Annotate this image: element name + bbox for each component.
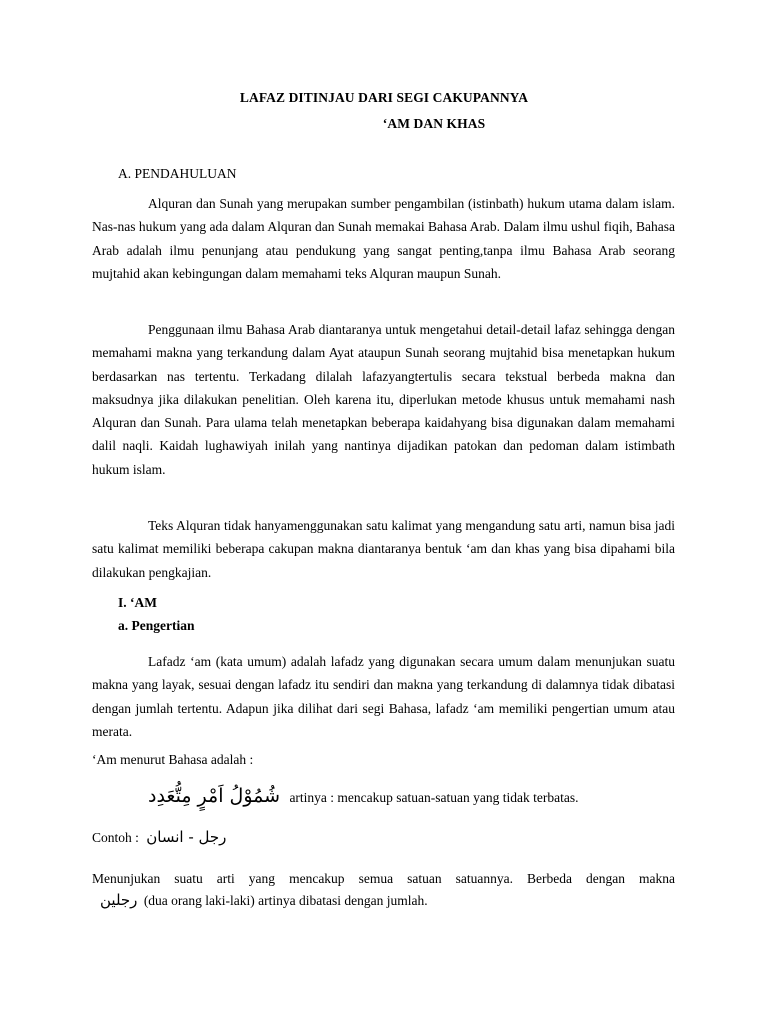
- closing-line: Menunjukan suatu arti yang mencakup semua satuan satuannya. Berbeda dengan makna: [92, 871, 675, 886]
- paragraph-3: Teks Alquran tidak hanyamenggunakan satu kalimat yang mengandung satu arti, namun bisa jadi satu kalimat memiliki beberapa cakupan makna diantaranya bentuk ‘am dan khas yang bisa dipahami bila dilakukan pengkajian.: [92, 518, 675, 580]
- document-subtitle: ‘AM DAN KHAS: [382, 116, 486, 131]
- document-title: LAFAZ DITINJAU DARI SEGI CAKUPANNYA: [239, 90, 529, 105]
- contoh-line: [92, 828, 226, 846]
- closing-arabic: رجلين: [100, 891, 138, 909]
- paragraph-1: Alquran dan Sunah yang merupakan sumber pengambilan (istinbath) hukum utama dalam islam. Nas-nas hukum yang ada dalam Alquran dan Sunah memakai Bahasa Arab. Dalam ilmu ushul fiqih, Bahasa Arab adalah ilmu penunjang atau pendukung yang sangat penting,tanpa ilmu Bahasa Arab seorang mujtahid akan kebingungan dalam memahami teks Alquran maupun Sunah.: [92, 196, 675, 281]
- section-a-heading: A. PENDAHULUAN: [118, 166, 237, 181]
- section-i-heading: I. ‘AM: [118, 595, 157, 610]
- arabic-definition: شُمُوْلُ اَمْرٍ مِتُّعَدِد: [148, 785, 281, 807]
- contoh-label: Contoh :: [92, 830, 139, 845]
- pengertian-paragraph: Lafadz ‘am (kata umum) adalah lafadz yang digunakan secara umum dalam menunjukan suatu makna yang layak, sesuai dengan lafadz itu sendiri dan makna yang terkandung di dalamnya tidak dibatasi dengan jumlah tertentu. Adapun jika dilihat dari segi Bahasa, lafadz ‘am memiliki pengertian umum atau merata.: [92, 654, 675, 739]
- definition-meaning: artinya : mencakup satuan-satuan yang tidak terbatas.: [289, 790, 579, 805]
- contoh-arabic: رجل - انسان: [146, 828, 227, 846]
- closing-second-line: [100, 891, 428, 909]
- paragraph-2: Penggunaan ilmu Bahasa Arab diantaranya untuk mengetahui detail-detail lafaz sehingga dengan memahami makna yang terkandung dalam Ayat ataupun Sunah seorang mujtahid bisa menetapkan hukum berdasarkan nas tertentu. Terkadang dilalah lafazyangtertulis secara tekstual berbeda makna dan maksudnya jika dilakukan penelitian. Oleh karena itu, diperlukan metode khusus untuk memahami nash Alquran dan Sunah. Para ulama telah menetapkan beberapa kaidahyang bisa digunakan dalam memahami dalil naqli. Kaidah lughawiyah inilah yang nantinya dijadikan patokan dan pedoman dalam istimbath hukum islam.: [92, 322, 675, 477]
- closing-meaning: (dua orang laki-laki) artinya dibatasi dengan jumlah.: [143, 893, 428, 908]
- arabic-definition-line: [148, 785, 578, 807]
- am-bahasa-label: ‘Am menurut Bahasa adalah :: [92, 752, 254, 767]
- section-i-subheading: a. Pengertian: [118, 618, 195, 633]
